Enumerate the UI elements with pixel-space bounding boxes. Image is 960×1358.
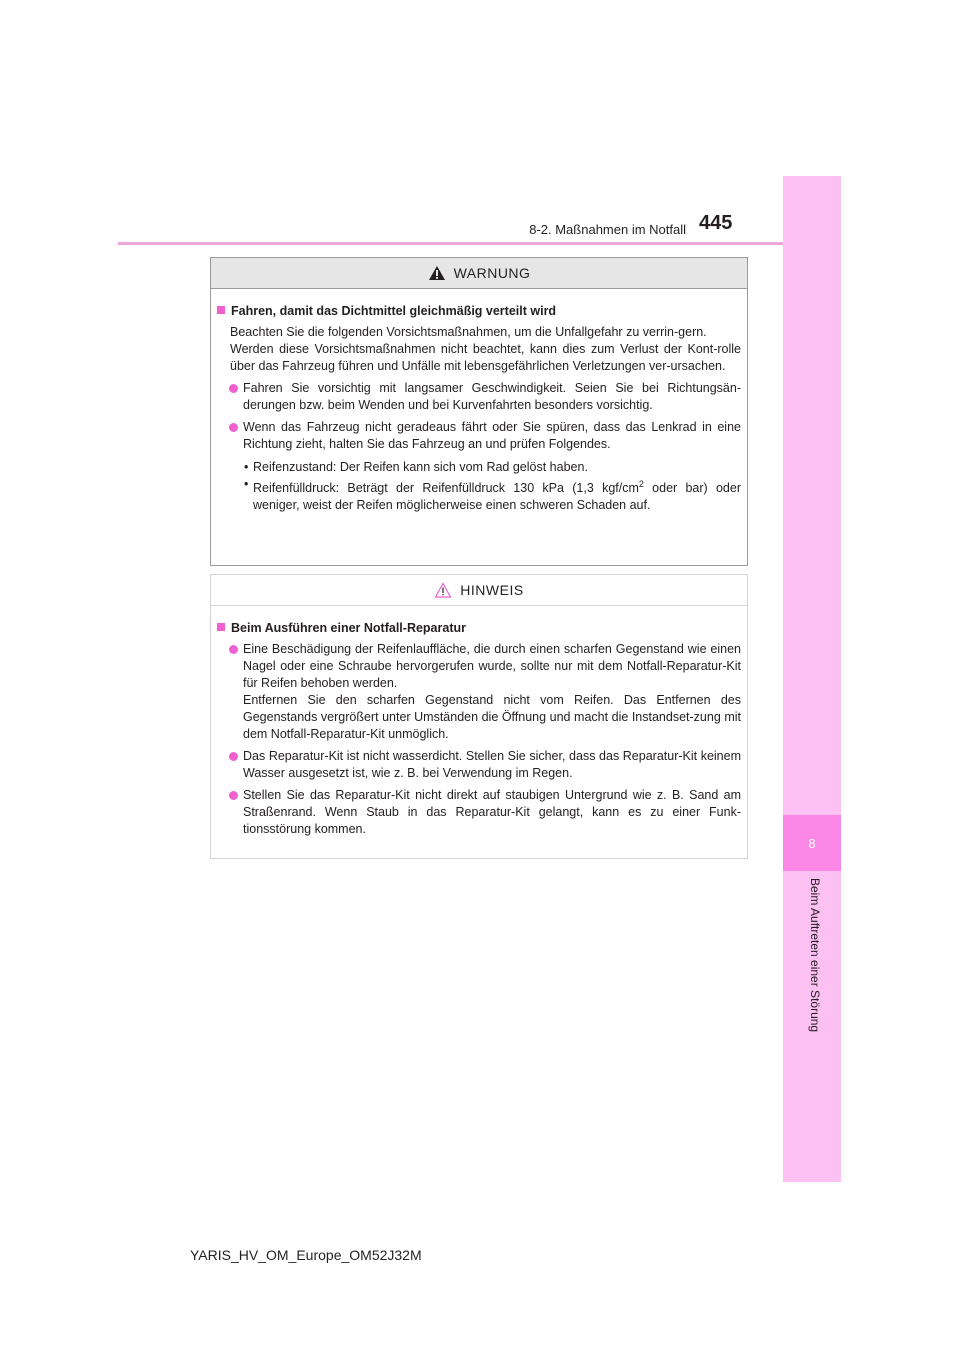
header-rule [118, 242, 840, 245]
bullet-dot-icon [229, 791, 238, 800]
notice-section-title: Beim Ausführen einer Notfall-Reparatur [217, 620, 741, 637]
page-number: 445 [699, 212, 733, 234]
notice-bullet: Eine Beschädigung der Reifenlauffläche, die durch einen scharfen Gegenstand wie einen Nagel oder eine Schraube hervorgerufen wurde, sollte nur mit dem Notfall-Reparatur-Kit für Reifen behoben werden. Entfernen Sie den scharfen Gegenstand nicht vom Reifen. Das Entfernen des Gegenstands vergrößert unter Umständen die Öffnung und macht die Instandset-zung mit dem Notfall-Reparatur-Kit unmöglich. [217, 641, 741, 743]
bullet-dot-icon [229, 752, 238, 761]
warning-title: WARNUNG [453, 265, 531, 281]
notice-header [211, 575, 747, 606]
warning-intro-1: Beachten Sie die folgenden Vorsichtsmaßnahmen, um die Unfallgefahr zu verrin-gern. [230, 325, 707, 339]
chapter-label: Beim Auftreten einer Störung [808, 878, 822, 1033]
warning-triangle-icon [428, 265, 446, 281]
warning-intro-2: Werden diese Vorsichtsmaßnahmen nicht beachtet, kann dies zum Verlust der Kont-rolle über das Fahrzeug führen und Unfälle mit lebensgefährlichen Verletzungen ver-ursachen. [230, 342, 741, 373]
warning-bullet: Fahren Sie vorsichtig mit langsamer Geschwindigkeit. Seien Sie bei Richtungsän-derungen bzw. beim Wenden und bei Kurvenfahrten besonders vorsichtig. [217, 380, 741, 414]
bullet-dot-icon [229, 645, 238, 654]
section-header: 8-2. Maßnahmen im Notfall [529, 222, 686, 237]
caution-triangle-icon [434, 582, 452, 598]
square-bullet-icon [217, 306, 225, 314]
document-id: YARIS_HV_OM_Europe_OM52J32M [190, 1247, 422, 1263]
warning-section-title: Fahren, damit das Dichtmittel gleichmäßig verteilt wird [217, 303, 741, 320]
warning-sub-item: • Reifenfülldruck: Beträgt der Reifenfülldruck 130 kPa (1,3 kgf/$cm^2$ oder bar) oder weniger, weist der Reifen möglicherweise einen schweren Schaden auf. [244, 477, 741, 513]
notice-title: HINWEIS [460, 582, 524, 598]
warning-body [211, 289, 747, 526]
square-bullet-icon [217, 623, 225, 631]
bullet-dot-icon [229, 423, 238, 432]
notice-box [210, 574, 748, 859]
warning-header [211, 258, 747, 289]
warning-sub-item: • Reifenzustand: Der Reifen kann sich vom Rad gelöst haben. [244, 460, 588, 474]
notice-bullet: Stellen Sie das Reparatur-Kit nicht direkt auf staubigen Untergrund wie z. B. Sand am Straßenrand. Wenn Staub in das Reparatur-Kit gelangt, kann es zu einer Funk-tionsstörung kommen. [217, 787, 741, 838]
chapter-number: 8 [783, 815, 841, 871]
notice-bullet: Das Reparatur-Kit ist nicht wasserdicht. Stellen Sie sicher, dass das Reparatur-Kit keinem Wasser ausgesetzt ist, wie z. B. bei Verwendung im Regen. [217, 748, 741, 782]
warning-box [210, 257, 748, 566]
warning-bullet: Wenn das Fahrzeug nicht geradeaus fährt oder Sie spüren, dass das Lenkrad in eine Richtung zieht, halten Sie das Fahrzeug an und prüfen Folgendes. [217, 419, 741, 453]
bullet-dot-icon [229, 384, 238, 393]
notice-body [211, 606, 747, 850]
